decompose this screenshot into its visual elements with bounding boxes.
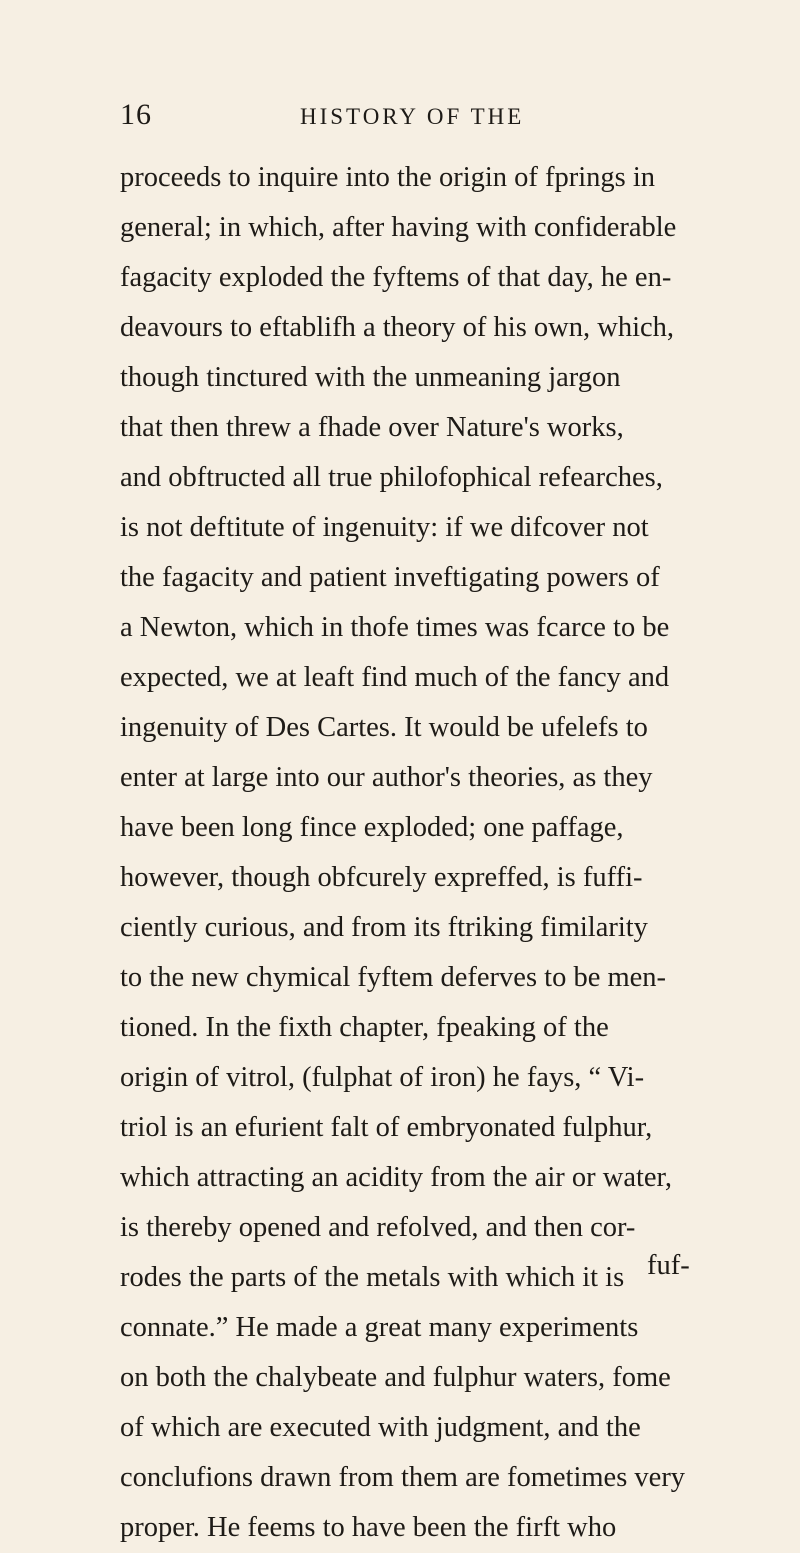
text-line: proper. He feems to have been the firft who [120, 1512, 617, 1543]
text-line: is thereby opened and refolved, and then cor- [120, 1212, 636, 1243]
text-line: on both the chalybeate and fulphur waters, fome [120, 1362, 671, 1393]
text-line: enter at large into our author's theories, as they [120, 762, 653, 793]
catchword: fuf- [647, 1250, 690, 1281]
page-number: 16 [120, 98, 152, 131]
text-line: proceeds to inquire into the origin of fprings in [120, 162, 656, 193]
text-line: is not deftitute of ingenuity: if we difcover not [120, 512, 649, 543]
text-line: rodes the parts of the metals with which it is [120, 1262, 625, 1293]
text-line: the fagacity and patient inveftigating powers of [120, 562, 660, 593]
text-line: triol is an efurient falt of embryonated fulphur, [120, 1112, 653, 1143]
text-line: to the new chymical fyftem deferves to be men- [120, 962, 667, 993]
text-line: a Newton, which in thofe times was fcarce to be [120, 612, 670, 643]
text-line: expected, we at leaft find much of the fancy and [120, 662, 670, 693]
body-text [120, 153, 720, 1553]
text-line: tioned. In the fixth chapter, fpeaking of the [120, 1012, 609, 1043]
text-line: though tinctured with the unmeaning jargon [120, 362, 621, 393]
text-line: which attracting an acidity from the air or water, [120, 1162, 673, 1193]
text-line: ingenuity of Des Cartes. It would be ufelefs to [120, 712, 648, 743]
text-line: however, though obfcurely expreffed, is fuffi- [120, 862, 643, 893]
text-line: fagacity exploded the fyftems of that day, he en- [120, 262, 672, 293]
text-line: and obftructed all true philofophical refearches, [120, 462, 663, 493]
text-line: have been long fince exploded; one paffage, [120, 812, 624, 843]
text-line: ciently curious, and from its ftriking fimilarity [120, 912, 648, 943]
text-line: origin of vitrol, (fulphat of iron) he fays, “ Vi- [120, 1062, 645, 1093]
running-head: HISTORY OF THE [300, 104, 525, 129]
text-line: connate.” He made a great many experiments [120, 1312, 639, 1343]
text-line: conclufions drawn from them are fometimes very [120, 1462, 686, 1493]
text-line: deavours to eftablifh a theory of his own, which, [120, 312, 675, 343]
page-header [120, 98, 680, 142]
text-line: that then threw a fhade over Nature's works, [120, 412, 624, 443]
text-line: of which are executed with judgment, and the [120, 1412, 641, 1443]
text-line: general; in which, after having with confiderable [120, 212, 677, 243]
